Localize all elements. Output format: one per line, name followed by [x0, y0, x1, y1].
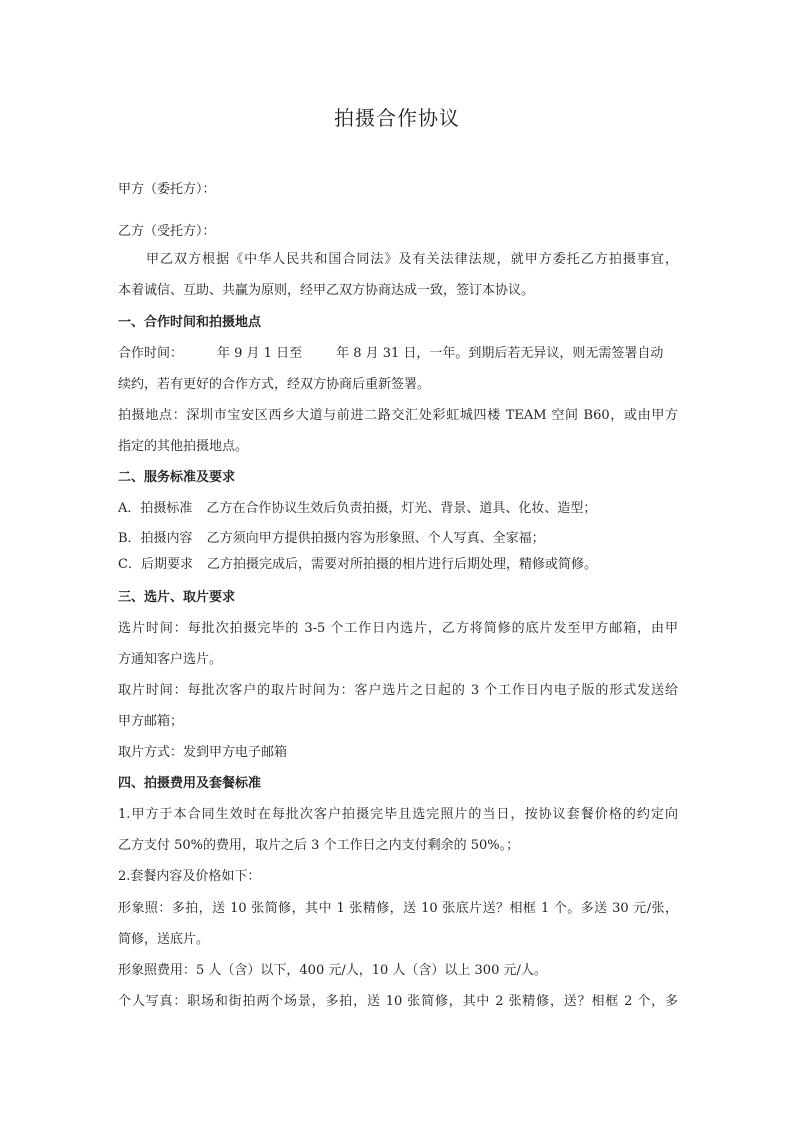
- service-item-c: [118, 555, 678, 575]
- service-item-b: [118, 529, 678, 549]
- cooperation-time-line: [118, 344, 678, 364]
- document-title: 拍摄合作协议: [334, 106, 460, 130]
- selection-time-line-2: 方通知客户选片。: [118, 652, 223, 667]
- service-item-c-text: 乙方拍摄完成后，需要对所拍摄的相片进行后期处理，精修或简修。: [206, 557, 597, 572]
- personal-photo-line-1: 个人写真：职场和街拍两个场景，多拍，送 10 张简修，其中 2 张精修，送？相框 2 个，多: [118, 994, 678, 1009]
- pickup-time-line-1: 取片时间：每批次客户的取片时间为：客户选片之日起的 3 个工作日内电子版的形式发送给: [118, 683, 678, 698]
- section-4-heading: 四、拍摄费用及套餐标准: [118, 776, 262, 791]
- party-b-line: 乙方（受托方）：: [118, 224, 216, 239]
- service-item-a-text: 乙方在合作协议生效后负责拍摄，灯光、背景、道具、化妆、造型；: [206, 501, 597, 516]
- pickup-method-line: 取片方式：发到甲方电子邮箱: [118, 745, 288, 760]
- party-a-line: 甲方（委托方）：: [118, 182, 216, 197]
- service-item-a: [118, 499, 678, 519]
- package-intro-line: 2.套餐内容及价格如下：: [118, 869, 261, 884]
- section-1-heading: 一、合作时间和拍摄地点: [118, 315, 262, 330]
- selection-time-line-1: 选片时间：每批次拍摄完毕的 3-5 个工作日内选片，乙方将简修的底片发至甲方邮箱，由甲: [118, 621, 678, 636]
- section-3-heading: 三、选片、取片要求: [118, 590, 236, 605]
- portrait-package-line-2: 简修，送底片。: [118, 932, 210, 947]
- service-item-c-label: C．后期要求: [118, 557, 193, 572]
- cooperation-time-end: 年 8 月 31 日，一年。到期后若无异议，则无需签署自动: [336, 346, 664, 361]
- section-2-heading: 二、服务标准及要求: [118, 470, 236, 485]
- pickup-time-line-2: 甲方邮箱；: [118, 714, 184, 729]
- cooperation-time-label: 合作时间：: [118, 346, 184, 361]
- portrait-fee-line: 形象照费用：5 人（含）以下，400 元/人，10 人（含）以上 300 元/人。: [118, 963, 547, 978]
- service-item-a-label: A．拍摄标准: [118, 501, 193, 516]
- portrait-package-line-1: 形象照：多拍，送 10 张简修，其中 1 张精修，送 10 张底片送？相框 1 个。多送 30 元/张，: [118, 901, 678, 916]
- payment-clause-line-2: 乙方支付 50%的费用，取片之后 3 个工作日之内支付剩余的 50%。；: [118, 838, 520, 853]
- shooting-location-line-2: 指定的其他拍摄地点。: [118, 439, 249, 454]
- cooperation-time-line-2: 续约，若有更好的合作方式，经双方协商后重新签署。: [118, 377, 431, 392]
- intro-paragraph-line-2: 本着诚信、互助、共赢为原则，经甲乙双方协商达成一致，签订本协议。: [118, 283, 535, 298]
- intro-paragraph-line-1: 甲乙双方根据《中华人民共和国合同法》及有关法律法规，就甲方委托乙方拍摄事宜，: [146, 252, 678, 267]
- service-item-b-text: 乙方须向甲方提供拍摄内容为形象照、个人写真、全家福；: [206, 531, 545, 546]
- cooperation-time-start: 年 9 月 1 日至: [217, 346, 303, 361]
- shooting-location-line-1: 拍摄地点：深圳市宝安区西乡大道与前进二路交汇处彩虹城四楼 TEAM 空间 B60，或由甲方: [118, 408, 678, 423]
- payment-clause-line-1: 1.甲方于本合同生效时在每批次客户拍摄完毕且选完照片的当日，按协议套餐价格的约定向: [118, 807, 678, 822]
- service-item-b-label: B．拍摄内容: [118, 531, 193, 546]
